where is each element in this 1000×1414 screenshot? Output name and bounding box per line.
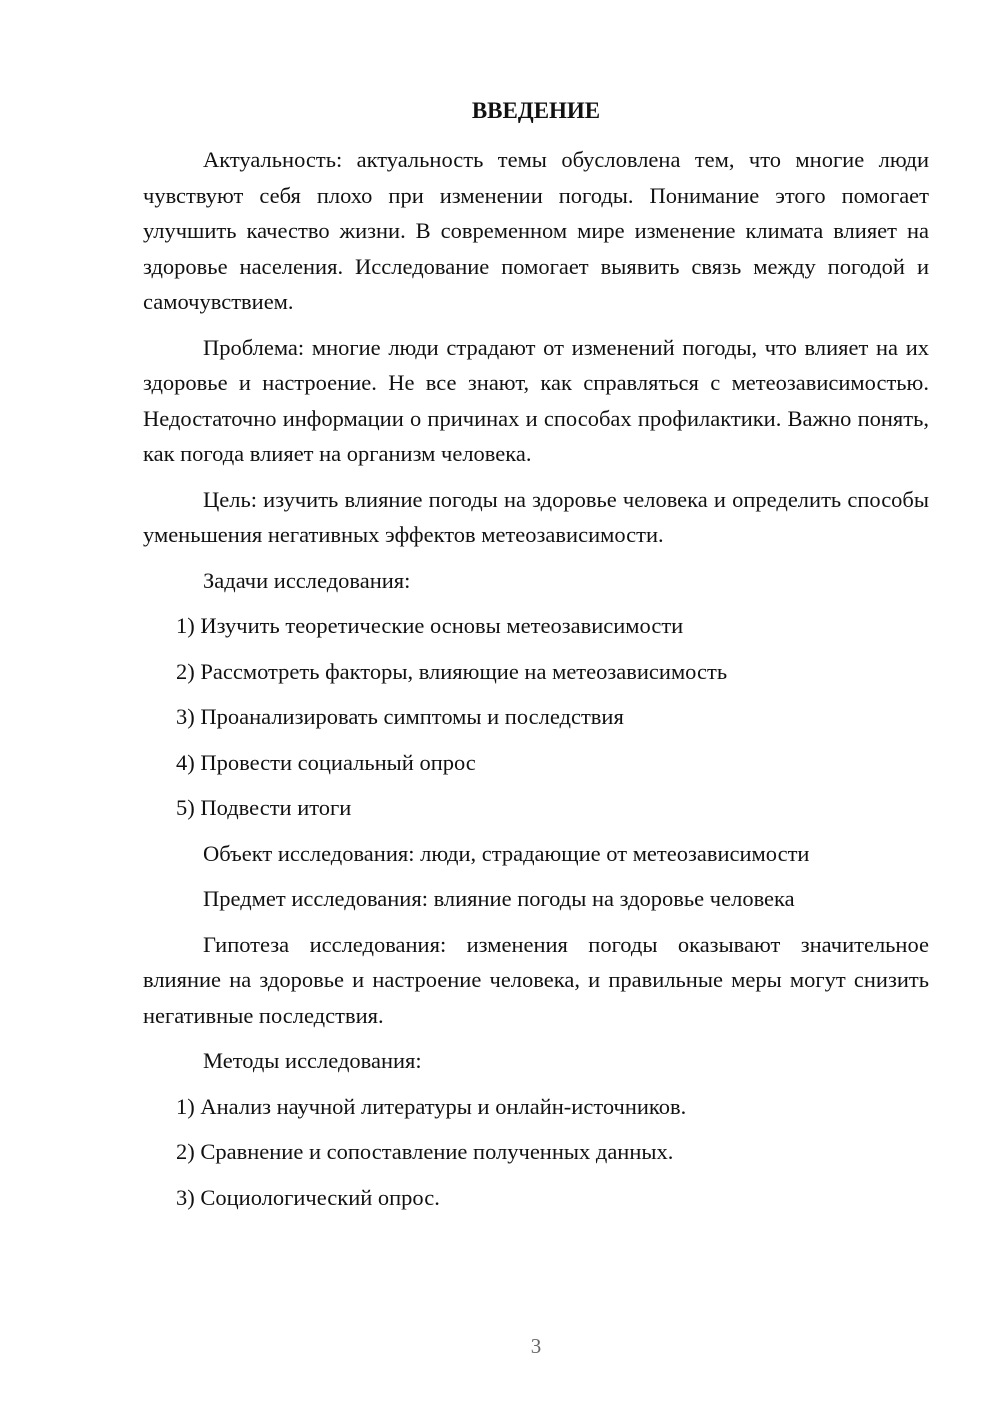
task-item: 4) Провести социальный опрос: [176, 749, 476, 775]
problem-paragraph: Проблема: многие люди страдают от изменений погоды, что влияет на их здоровье и настроение. Не все знают, как справляться с метеозависимостью. Недостаточно информации о причинах и способах профилактики. Важно понять, как погода влияет на организм человека.: [143, 334, 929, 466]
task-item: 2) Рассмотреть факторы, влияющие на метеозависимость: [176, 658, 728, 684]
goal-paragraph: Цель: изучить влияние погоды на здоровье человека и определить способы уменьшения негативных эффектов метеозависимости.: [143, 486, 929, 547]
task-item: 1) Изучить теоретические основы метеозависимости: [176, 613, 684, 638]
task-item: 5) Подвести итоги: [176, 795, 352, 820]
page-number: 3: [530, 1334, 542, 1358]
tasks-heading: Задачи исследования:: [203, 567, 411, 593]
method-item: 1) Анализ научной литературы и онлайн-источников.: [176, 1093, 687, 1119]
object-line: Объект исследования: люди, страдающие от метеозависимости: [203, 840, 810, 866]
document-page: [143, 96, 929, 1215]
page-title: ВВЕДЕНИЕ: [471, 98, 601, 123]
method-item: 2) Сравнение и сопоставление полученных данных.: [176, 1139, 674, 1164]
task-item: 3) Проанализировать симптомы и последствия: [176, 704, 624, 729]
hypothesis-paragraph: Гипотеза исследования: изменения погоды оказывают значительное влияние на здоровье и настроение человека, и правильные меры могут снизить негативные последствия.: [143, 931, 929, 1028]
relevance-paragraph: Актуальность: актуальность темы обусловлена тем, что многие люди чувствуют себя плохо при изменении погоды. Понимание этого помогает улучшить качество жизни. В современном мире изменение климата влияет на здоровье населения. Исследование помогает выявить связь между погодой и самочувствием.: [143, 147, 929, 314]
method-item: 3) Социологический опрос.: [176, 1184, 440, 1210]
methods-heading: Методы исследования:: [203, 1048, 422, 1073]
subject-line: Предмет исследования: влияние погоды на здоровье человека: [203, 886, 795, 911]
